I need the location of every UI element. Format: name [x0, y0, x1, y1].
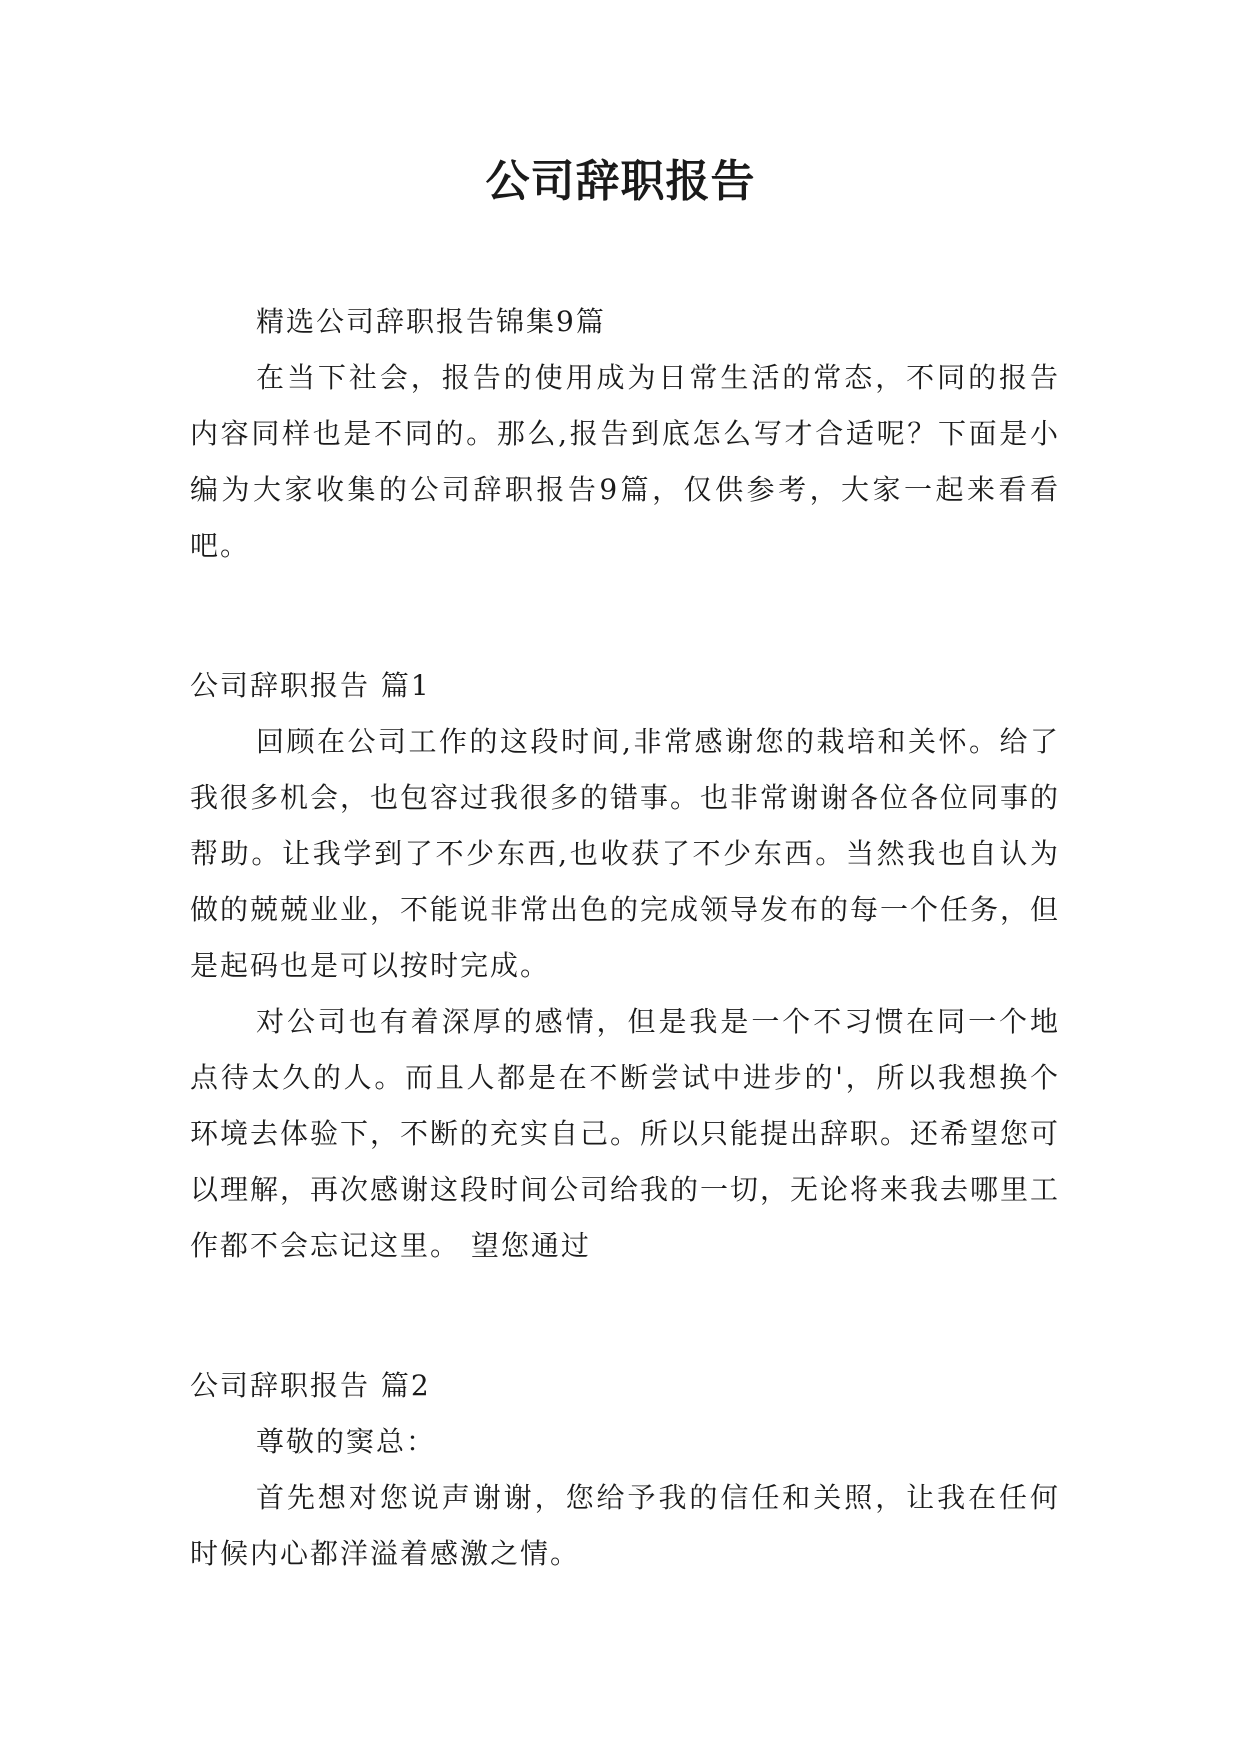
section-1 [190, 658, 1060, 1274]
intro-paragraph: 在当下社会，报告的使用成为日常生活的常态，不同的报告内容同样也是不同的。那么,报告到底怎么写才合适呢？下面是小编为大家收集的公司辞职报告9篇，仅供参考，大家一起来看看吧。 [190, 361, 1060, 562]
section-2 [190, 1358, 1060, 1582]
intro-subtitle: 精选公司辞职报告锦集9篇 [256, 305, 606, 338]
letter-salutation: 尊敬的窦总： [256, 1425, 437, 1458]
section-heading: 公司辞职报告 篇1 [190, 669, 431, 702]
section-paragraph: 对公司也有着深厚的感情，但是我是一个不习惯在同一个地点待太久的人。而且人都是在不断尝试中进步的'，所以我想换个环境去体验下，不断的充实自己。所以只能提出辞职。还希望您可以理解，再次感谢这段时间公司给我的一切，无论将来我去哪里工作都不会忘记这里。 望您通过 [190, 1005, 1061, 1262]
intro-block [190, 294, 1060, 574]
document-title: 公司辞职报告 [485, 156, 756, 207]
section-paragraph: 回顾在公司工作的这段时间,非常感谢您的栽培和关怀。给了我很多机会，也包容过我很多的错事。也非常谢谢各位各位同事的帮助。让我学到了不少东西,也收获了不少东西。当然我也自认为做的兢兢业业，不能说非常出色的完成领导发布的每一个任务，但是起码也是可以按时完成。 [190, 725, 1061, 982]
section-paragraph: 首先想对您说声谢谢，您给予我的信任和关照，让我在任何时候内心都洋溢着感激之情。 [190, 1481, 1060, 1570]
section-heading: 公司辞职报告 篇2 [190, 1369, 431, 1402]
